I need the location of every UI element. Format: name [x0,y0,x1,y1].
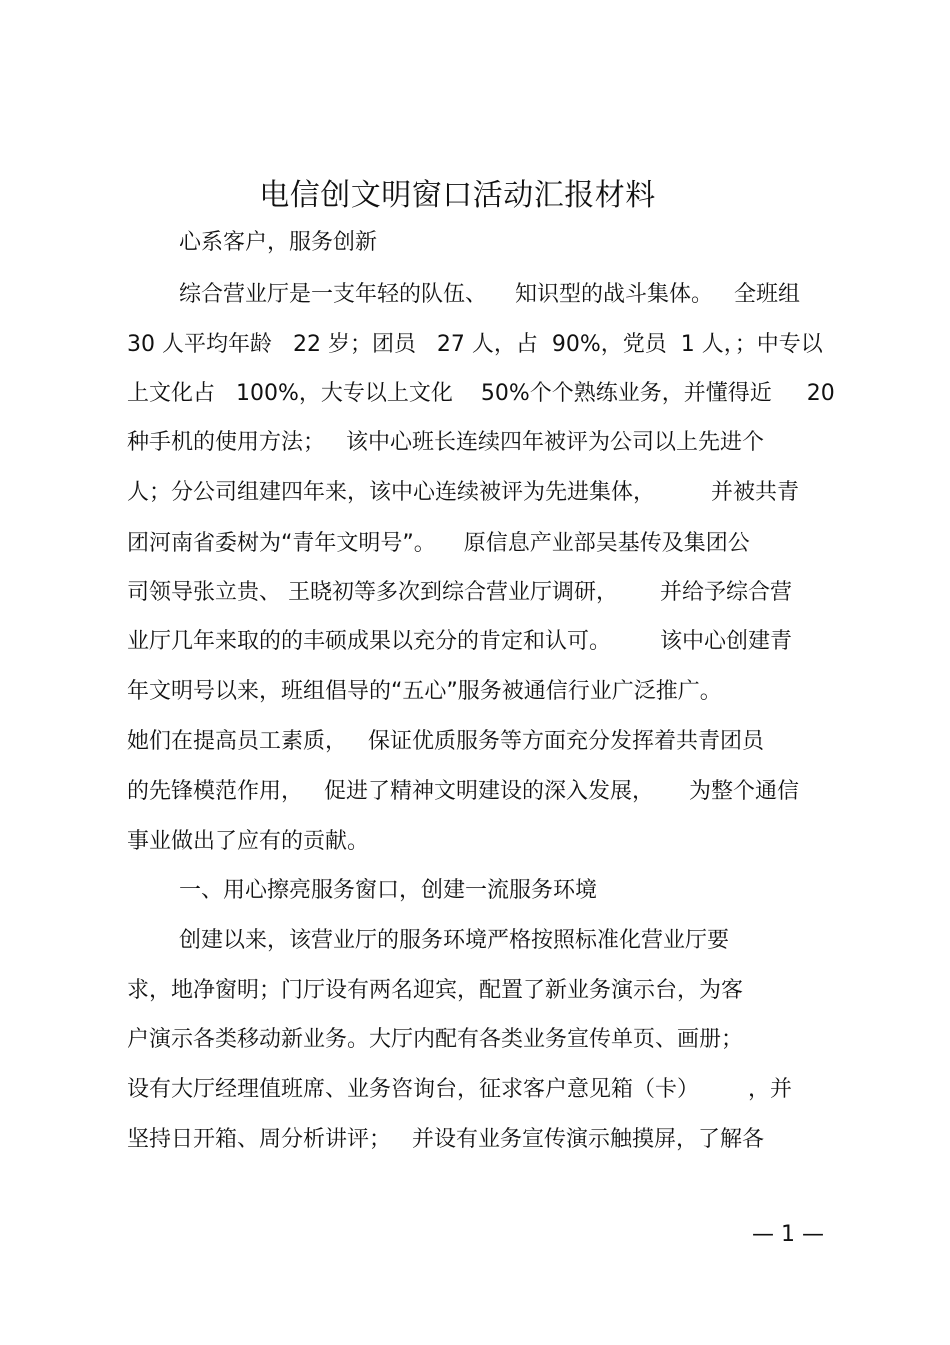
line-17: 户演示各类移动新业务。大厅内配有各类业务宣传单页、画册； [127,1027,744,1052]
line-10: 年文明号以来，班组倡导的“五心”服务被通信行业广泛推广。 [127,679,722,704]
line-8: 司领导张立贵、 王晓初等多次到综合营业厅调研， 并给予综合营 [127,580,792,605]
line-16: 求，地净窗明；门厅设有两名迎宾，配置了新业务演示台，为客 [127,978,744,1003]
line-5: 种手机的使用方法； 该中心班长连续四年被评为公司以上先进个 [127,430,764,455]
line-2: 综合营业厅是一支年轻的队伍、 知识型的战斗集体。 全班组 [179,282,800,307]
line-14-heading: 一、用心擦亮服务窗口，创建一流服务环境 [179,878,598,903]
line-3: 30 人平均年龄 22 岁；团员 27 人，占 90%，党员 1 人，；中专以 [127,332,823,357]
line-11: 她们在提高员工素质， 保证优质服务等方面充分发挥着共青团员 [127,729,764,754]
line-7: 团河南省委树为“青年文明号”。 原信息产业部吴基传及集团公 [127,531,750,556]
line-6: 人；分公司组建四年来，该中心连续被评为先进集体， 并被共青 [127,480,799,505]
line-18: 设有大厅经理值班席、业务咨询台，征求客户意见箱（卡） ，并 [127,1077,792,1102]
line-15: 创建以来，该营业厅的服务环境严格按照标准化营业厅要 [179,928,730,953]
line-12: 的先锋模范作用， 促进了精神文明建设的深入发展， 为整个通信 [127,779,799,804]
line-13: 事业做出了应有的贡献。 [127,829,370,854]
line-4: 上文化占 100%，大专以上文化 50%个个熟练业务，并懂得近 20 [127,381,835,406]
page-number: — 1 — [752,1222,824,1247]
line-19: 坚持日开箱、周分析讲评； 并设有业务宣传演示触摸屏，了解各 [127,1127,764,1152]
document-title: 电信创文明窗口活动汇报材料 [259,178,656,213]
line-1-subtitle: 心系客户，服务创新 [179,230,378,255]
line-9: 业厅几年来取的的丰硕成果以充分的肯定和认可。 该中心创建青 [127,629,792,654]
